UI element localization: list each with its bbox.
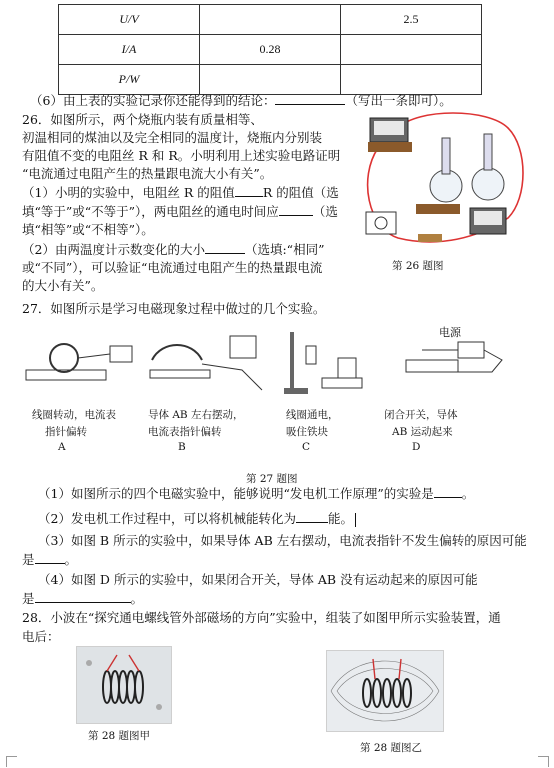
q6-text-end: （写出一条即可）。	[345, 93, 452, 108]
q26-line-4: “电流通过电阻产生的热量跟电流大小有关”。	[22, 166, 273, 181]
q26-line-3: 有阻值不变的电阻丝 R 和 R。小明利用上述实验电路证明	[22, 148, 341, 163]
panel-b-letter: B	[178, 441, 186, 453]
circuit-illustration	[358, 108, 530, 256]
table-cell	[200, 5, 341, 35]
table-cell: U/V	[59, 5, 200, 35]
table-cell: 0.28	[200, 35, 341, 65]
table-row	[59, 35, 482, 65]
page-corner-mark	[6, 756, 17, 767]
q28-photo-jia	[76, 646, 172, 724]
q26-part1-line3: 填“相等”或“不相等”）。	[22, 222, 154, 237]
text-cursor	[355, 513, 357, 527]
q28-photo-yi	[326, 650, 444, 732]
answer-blank[interactable]	[35, 590, 131, 603]
experiments-illustration	[22, 330, 532, 400]
q26-text: （2）由两温度计示数变化的大小	[22, 242, 205, 257]
panel-b-caption-2: 电流表指针偏转	[148, 426, 222, 438]
table-cell	[200, 65, 341, 95]
q26-part2-line2: 或“不同”），可以验证“电流通过电阻产生的热量跟电流	[22, 260, 323, 275]
q27-figure-caption: 第 27 题图	[246, 473, 298, 485]
q26-text: （1）小明的实验中，电阻丝 R 的阻值	[22, 185, 235, 200]
q27-text: 。	[461, 486, 475, 501]
q26-text: （选	[312, 204, 338, 219]
panel-d-caption-2: AB 运动起来	[392, 426, 453, 438]
panel-d-caption-1: 闭合开关，导体	[384, 409, 458, 421]
solenoid-photo	[77, 647, 171, 723]
q28-caption-jia: 第 28 题图甲	[88, 730, 151, 742]
q27-text: 。	[130, 591, 144, 606]
iron-filings-photo	[327, 651, 443, 731]
q6-text: （6）由上表的实验记录你还能得到的结论：	[30, 93, 276, 108]
q27-s3-line2	[22, 551, 77, 569]
q27-figure	[22, 330, 532, 400]
panel-c-letter: C	[302, 441, 311, 453]
answer-blank[interactable]	[279, 203, 313, 216]
page-corner-mark	[538, 756, 549, 767]
q27-text: 。	[64, 552, 78, 567]
answer-blank[interactable]	[205, 241, 245, 254]
q27-text: 是	[22, 552, 35, 567]
q27-intro: 27．如图所示是学习电磁现象过程中做过的几个实验。	[22, 301, 326, 316]
power-source-label: 电源	[439, 327, 461, 339]
table-cell: I/A	[59, 35, 200, 65]
q27-text: （1）如图所示的四个电磁实验中，能够说明“发电机工作原理”的实验是	[38, 486, 434, 501]
q26-part1-line2	[22, 203, 338, 221]
answer-blank[interactable]	[296, 510, 328, 523]
panel-b-caption-1: 导体 AB 左右摆动，	[148, 409, 244, 421]
q26-part2-line1	[22, 241, 324, 259]
q27-text: 能。	[327, 511, 353, 526]
answer-blank[interactable]	[35, 551, 65, 564]
q26-text: R 的阻值（选	[262, 185, 339, 200]
q28-line-1: 28．小波在“探究通电螺线管外部磁场的方向”实验中，组装了如图甲所示实验装置，通	[22, 610, 501, 625]
q27-text: （2）发电机工作过程中，可以将机械能转化为	[38, 511, 296, 526]
q27-s4-line1: （4）如图 D 所示的实验中，如果闭合开关，导体 AB 没有运动起来的原因可能	[38, 572, 478, 587]
q27-s4-line2	[22, 590, 143, 608]
q27-text: 是	[22, 591, 35, 606]
q26-text: 填“等于”或“不等于”），两电阻丝的通电时间应	[22, 204, 279, 219]
table-cell: 2.5	[341, 5, 482, 35]
q28-line-2: 电后：	[22, 629, 60, 644]
table-cell: P/W	[59, 65, 200, 95]
q26-line-1: 26．如图所示，两个烧瓶内装有质量相等、	[22, 112, 263, 127]
answer-blank[interactable]	[434, 485, 462, 498]
q28-caption-yi: 第 28 题图乙	[360, 742, 423, 754]
table-row	[59, 5, 482, 35]
panel-a-caption-1: 线圈转动，电流表	[32, 409, 116, 421]
panel-d-letter: D	[412, 441, 421, 453]
q26-part2-line3: 的大小有关”。	[22, 278, 104, 293]
table-cell	[341, 65, 482, 95]
q27-s3-line1: （3）如图 B 所示的实验中，如果导体 AB 左右摆动，电流表指针不发生偏转的原因可能	[38, 533, 527, 548]
q26-text: （选填:“相同”	[244, 242, 325, 257]
panel-c-caption-1: 线圈通电，	[286, 409, 339, 421]
panel-a-letter: A	[58, 441, 66, 453]
answer-blank[interactable]	[275, 92, 345, 105]
q26-figure-caption: 第 26 题图	[392, 260, 444, 272]
q27-s1	[38, 485, 474, 503]
q26-part1-line1	[22, 184, 339, 202]
answer-blank[interactable]	[235, 184, 263, 197]
q26-figure	[358, 108, 530, 256]
q26-line-2: 初温相同的煤油以及完全相同的温度计，烧瓶内分别装	[22, 130, 323, 145]
q27-s2	[38, 510, 356, 528]
panel-c-caption-2: 吸住铁块	[286, 426, 328, 438]
data-table	[58, 4, 482, 95]
table-row	[59, 65, 482, 95]
table-cell	[341, 35, 482, 65]
panel-a-caption-2: 指针偏转	[45, 426, 87, 438]
